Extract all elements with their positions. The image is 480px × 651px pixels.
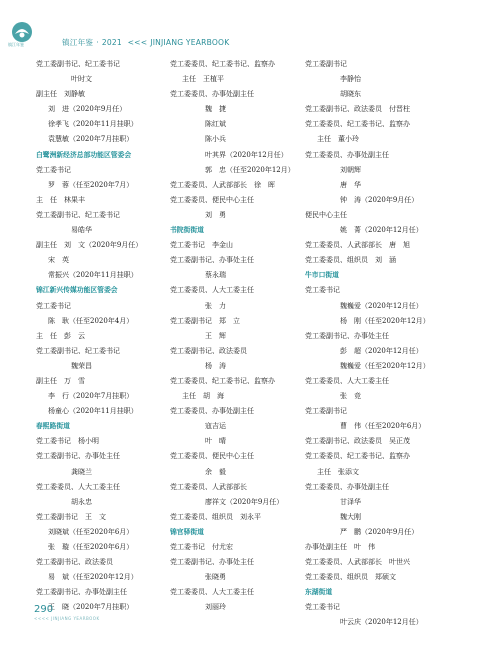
entry-line: 党工委委员、组织员 郑硕文 [305, 573, 396, 582]
entry-line: 常振兴（2020年11月挂职） [48, 271, 138, 280]
entry-line: 副主任 刘 文（2020年9月任） [36, 241, 143, 250]
entry-line: 党工委书记 李金山 [170, 241, 233, 250]
entry-line: 党工委副书记、纪工委书记 [36, 210, 120, 219]
entry-line: 彭 超（2020年12月任） [340, 346, 423, 355]
entry-line: 寇吉运 [205, 422, 226, 431]
entry-line: 杨童心（2020年11月挂职） [48, 407, 138, 416]
entry-line: 副主任 万 雪 [36, 376, 85, 385]
entry-line: 党工委委员、纪工委书记、监察办 [305, 452, 410, 461]
entry-line: 党工委副书记、办事处主任 [170, 256, 254, 265]
section-heading: 书院街街道 [170, 226, 204, 235]
page-header [0, 0, 480, 48]
entry-line: 魏 捷 [205, 105, 226, 114]
entry-line: 党工委副书记 郑 立 [170, 316, 240, 325]
entry-line: 李 行（2020年7月挂职） [48, 392, 134, 401]
logo-caption: 镇江年鉴 [8, 42, 24, 47]
entry-line: 蔡永瑞 [205, 271, 226, 280]
entry-line: 陈 耿（任至2020年4月） [48, 316, 134, 325]
entry-line: 党工委委员、办事处副主任 [305, 482, 389, 491]
entry-line: 党工委委员、人大工委主任 [305, 376, 389, 385]
entry-line: 党工委副书记、政法委员 [170, 346, 247, 355]
entry-line: 严 鹏（2020年9月任） [340, 527, 419, 536]
entry-line: 党工委副书记、政法委员 付晋柱 [305, 105, 410, 114]
header-dot: · [96, 38, 99, 47]
entry-line: 杨 涛 [205, 361, 226, 370]
entry-line: 袁慧敏（2020年7月挂职） [48, 135, 134, 144]
entry-line: 党工委副书记、纪工委书记 [36, 346, 120, 355]
entry-line: 张 力 [205, 301, 226, 310]
entry-line: 主任 胡 海 [182, 392, 224, 401]
entry-line: 魏荣昌 [71, 361, 92, 370]
entry-line: 李静怡 [340, 75, 361, 84]
entry-line: 易皓华 [71, 226, 92, 235]
entry-line: 陈小兵 [205, 135, 226, 144]
entry-line: 党工委副书记 [305, 60, 347, 68]
entry-line: 刘朝辉 [340, 165, 361, 174]
entry-line: 党工委副书记、办事处副主任 [36, 588, 127, 597]
entry-line: 党工委委员、人大工委主任 [36, 482, 120, 491]
entry-line: 党工委委员、人大工委主任 [170, 286, 254, 295]
running-header [62, 37, 229, 48]
entry-line: 党工委副书记、办事处主任 [305, 331, 389, 340]
entry-line: 胡永忠 [71, 497, 92, 506]
entry-line: 党工委副书记、政法委员 吴正茂 [305, 437, 410, 446]
entry-line: 钟 涛（2020年9月任） [340, 195, 419, 204]
page-number: 290 [34, 604, 54, 615]
entry-line: 廖祥文（2020年9月任） [205, 497, 284, 506]
header-english: JINJIANG YEARBOOK [150, 38, 230, 47]
entry-line: 便民中心主任 [305, 210, 347, 219]
entry-line: 党工委委员、办事处副主任 [305, 150, 389, 159]
entry-line: 刘 勇 [205, 210, 226, 219]
entry-line: 党工委委员、办事处副主任 [170, 90, 254, 99]
entry-line: 刘晓斌（任至2020年6月） [48, 527, 134, 536]
entry-line: 党工委书记 [305, 603, 340, 612]
entry-line: 刘 进（2020年9月任） [48, 105, 127, 114]
header-year: 2021 [101, 38, 122, 47]
footer-caption: <<<< JINJIANG YEARBOOK [34, 616, 100, 621]
entry-line: 叶其界（2020年12月任） [205, 150, 288, 159]
entry-line: 党工委副书记、办事处主任 [36, 452, 120, 461]
entry-line: 主 任 林果丰 [36, 195, 85, 204]
entry-line: 党工委委员、办事处副主任 [170, 407, 254, 416]
entry-line: 党工委副书记、办事处主任 [170, 558, 254, 567]
entry-line: 魏大刚 [340, 512, 361, 521]
entry-line: 党工委书记 [305, 286, 340, 295]
entry-line: 党工委委员、人武部部长 徐 晖 [170, 180, 275, 189]
entry-line: 陈红斌 [205, 120, 226, 129]
entry-line: 党工委副书记 [305, 407, 347, 416]
entry-line: 党工委委员、人武部部长 [170, 482, 247, 491]
entry-line: 主任 王植平 [182, 75, 224, 84]
entry-line: 党工委委员、组织员 刘永平 [170, 512, 261, 521]
entry-line: 魏巍爱（任至2020年12月） [340, 361, 430, 370]
entry-line: 党工委委员、人大工委主任 [170, 588, 254, 597]
section-heading: 牛市口街道 [305, 271, 339, 280]
entry-line: 张 竞 [340, 392, 361, 401]
entry-line: 徐孝飞（2020年11月挂职） [48, 120, 138, 129]
entry-line: 易 斌（任至2020年12月） [48, 573, 138, 582]
section-heading: 锦江新兴传媒功能区管委会 [36, 286, 118, 295]
text-column-2 [170, 57, 310, 615]
entry-line: 郭 忠（任至2020年12月） [205, 165, 295, 174]
entry-line: 王 辉 [205, 331, 226, 340]
text-column-3 [305, 57, 447, 631]
entry-line: 党工委委员、纪工委书记、监察办 [305, 120, 410, 129]
section-heading: 白鹭洲新经济总部功能区管委会 [36, 150, 132, 159]
entry-line: 叶 晴 [205, 437, 226, 446]
entry-line: 党工委委员、便民中心主任 [170, 195, 254, 204]
entry-line: 杨 刚（任至2020年12月） [340, 316, 430, 325]
entry-line: 办事处副主任 叶 伟 [305, 543, 375, 551]
entry-line: 党工委委员、人武部部长 唐 旭 [305, 241, 410, 250]
entry-line: 叶时文 [71, 75, 92, 84]
entry-line: 甘泽华 [340, 497, 361, 506]
entry-line: 副主任 刘静敏 [36, 90, 85, 99]
text-column-1 [36, 57, 176, 615]
entry-line: 主任 张添文 [317, 467, 359, 476]
entry-line: 叶云庆（2020年12月任） [340, 618, 423, 627]
entry-line: 党工委委员、人武部部长 叶世兴 [305, 558, 410, 567]
entry-line: 姚 菁（2020年12月任） [340, 226, 423, 235]
entry-line: 张晓勇 [205, 573, 226, 582]
entry-line: 张 璇（任至2020年6月） [48, 543, 134, 551]
section-heading: 东湖街道 [305, 588, 333, 597]
entry-line: 主任 董小玲 [317, 135, 359, 144]
entry-line: 宋 英 [48, 256, 69, 265]
entry-line: 党工委委员、纪工委书记、监察办 [170, 60, 275, 68]
entry-line: 党工委委员、纪工委书记、监察办 [170, 376, 275, 385]
entry-line: 党工委副书记 王 文 [36, 512, 106, 521]
entry-line: 王 晓（2020年7月挂职） [48, 603, 134, 612]
entry-line: 余 毅 [205, 467, 226, 476]
entry-line: 主 任 彭 云 [36, 331, 85, 340]
entry-line: 龚晓兰 [71, 467, 92, 476]
entry-line: 党工委委员、便民中心主任 [170, 452, 254, 461]
header-arrows: <<< [127, 38, 148, 47]
entry-line: 党工委书记 [36, 301, 71, 310]
entry-line: 党工委书记 付尤宏 [170, 543, 233, 551]
yearbook-logo-icon [10, 20, 34, 44]
entry-line: 罗 蓉（任至2020年7月） [48, 180, 134, 189]
entry-line: 党工委副书记、政法委员 [36, 558, 113, 567]
section-heading: 锦官驿街道 [170, 527, 204, 536]
entry-line: 党工委书记 [36, 165, 71, 174]
entry-line: 党工委副书记、纪工委书记 [36, 60, 120, 68]
page-footer [34, 604, 100, 621]
entry-line: 刘丽玲 [205, 603, 226, 612]
entry-line: 魏巍爱（2020年12月任） [340, 301, 423, 310]
entry-line: 唐 华 [340, 180, 361, 189]
entry-line: 曹 伟（任至2020年6月） [340, 422, 426, 431]
entry-line: 党工委书记 杨小明 [36, 437, 99, 446]
entry-line: 党工委委员、组织员 刘 涵 [305, 256, 396, 265]
section-heading: 春熙路街道 [36, 422, 70, 431]
entry-line: 胡晓东 [340, 90, 361, 99]
header-title: 镇江年鉴 [62, 38, 94, 47]
